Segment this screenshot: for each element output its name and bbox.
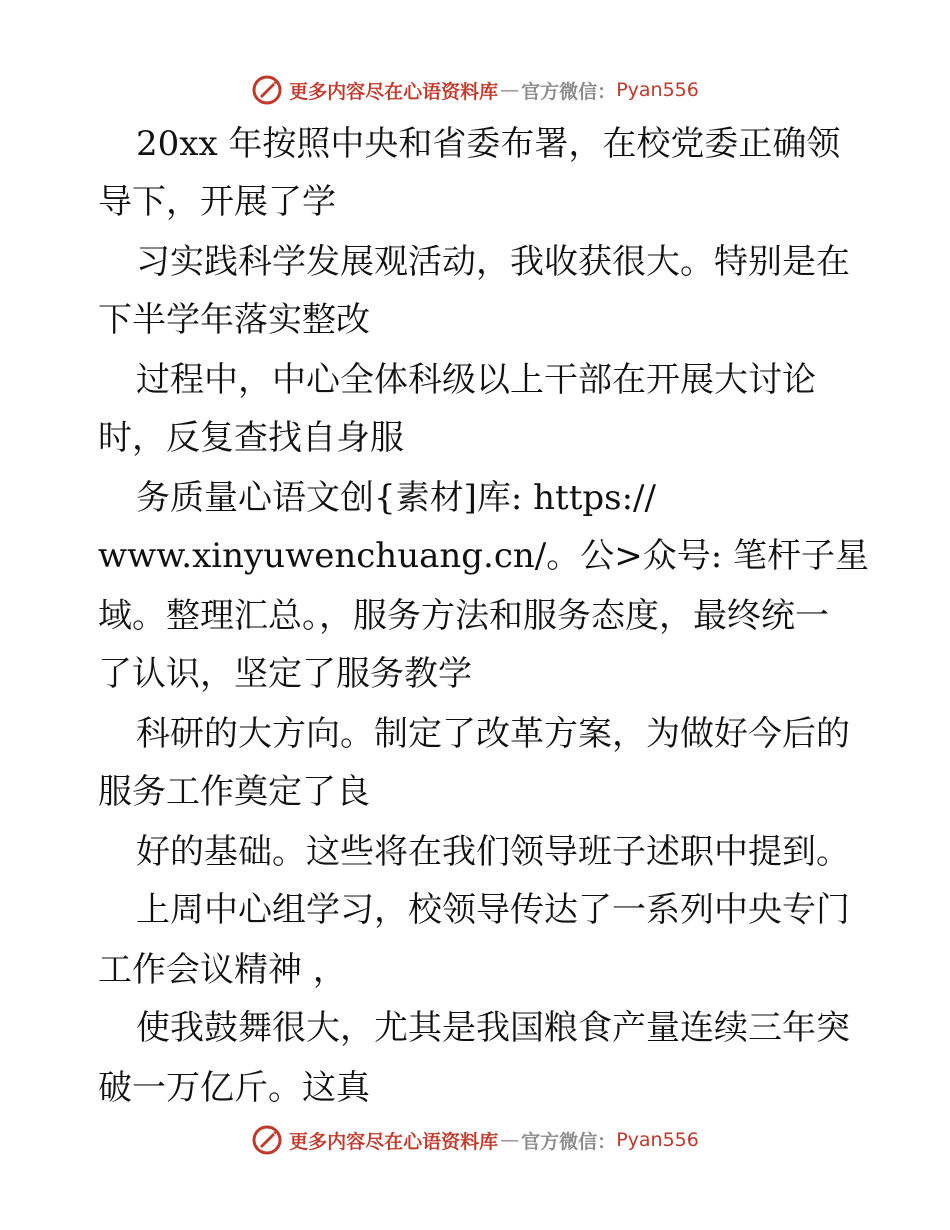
banner-wechat-id: Pyan556 [616, 79, 699, 101]
header-banner [0, 70, 950, 110]
text-line: 域。整理汇总。，服务方法和服务态度，最终统一 [98, 596, 829, 636]
text-line: 好的基础。这些将在我们领导班子述职中提到。 [136, 832, 850, 872]
text-line: 科研的大方向。制定了改革方案，为做好今后的 [136, 714, 850, 754]
text-line: 使我鼓舞很大，尤其是我国粮食产量连续三年突 [136, 1008, 850, 1048]
quill-pen-logo-icon [251, 1124, 283, 1156]
banner-brand-text: 更多内容尽在心语资料库 [289, 1130, 499, 1153]
text-line: 导下，开展了学 [98, 182, 336, 222]
text-line: 20xx 年按照中央和省委布署，在校党委正确领 [136, 124, 841, 164]
text-line: 习实践科学发展观活动，我收获很大。特别是在 [136, 242, 850, 282]
banner-wechat-label: 官方微信： [521, 1130, 617, 1153]
text-line: 了认识，坚定了服务教学 [98, 654, 472, 694]
text-line: 破一万亿斤。这真 [98, 1068, 370, 1108]
banner-wechat-label: 官方微信： [521, 80, 617, 103]
banner-dash: — [500, 79, 520, 101]
text-line: 过程中，中心全体科级以上干部在开展大讨论 [136, 360, 816, 400]
text-line: 下半学年落实整改 [98, 300, 370, 340]
text-line: 时，反复查找自身服 [98, 418, 404, 458]
banner-brand-text: 更多内容尽在心语资料库 [289, 80, 499, 103]
quill-pen-logo-icon [251, 74, 283, 106]
banner-dash: — [500, 1129, 520, 1151]
text-line: 务质量心语文创{素材]库: https:// [136, 478, 656, 518]
footer-banner [0, 1120, 950, 1160]
text-line: 工作会议精神 ， [98, 950, 347, 990]
text-line: www.xinyuwenchuang.cn/。公>众号: 笔杆子星 [98, 536, 869, 576]
text-line: 服务工作奠定了良 [98, 772, 370, 812]
banner-wechat-id: Pyan556 [616, 1129, 699, 1151]
text-line: 上周中心组学习，校领导传达了一系列中央专门 [136, 890, 850, 930]
